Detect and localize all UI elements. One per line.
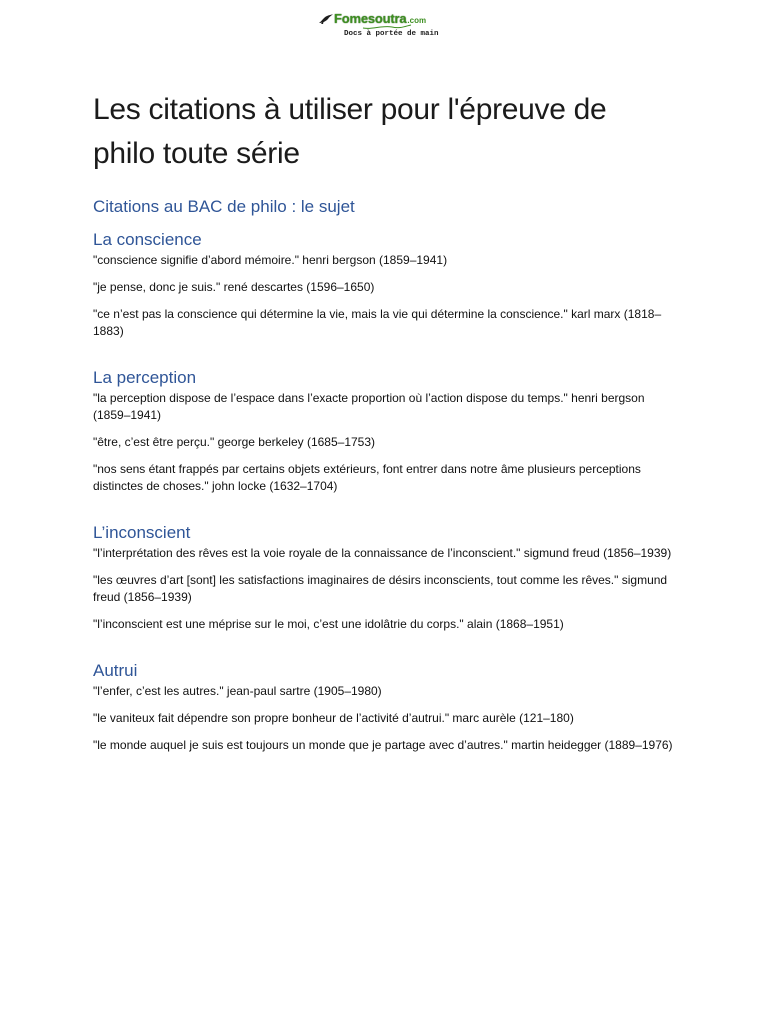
- logo-name: Fomesoutra: [334, 11, 407, 26]
- section-perception: [93, 366, 673, 495]
- quote-paragraph: "la perception dispose de l’espace dans l’exacte proportion où l’action dispose du temps." henri bergson (1859–1941): [93, 391, 645, 422]
- logo-tagline: Docs à portée de main: [344, 30, 439, 38]
- section-heading: Autrui: [93, 661, 138, 680]
- quote-paragraph: "le vaniteux fait dépendre son propre bonheur de l’activité d’autrui." marc aurèle (121–180): [93, 711, 574, 725]
- section-conscience: [93, 228, 673, 340]
- quote-paragraph: "ce n’est pas la conscience qui détermine la vie, mais la vie qui détermine la conscience." karl marx (1818–1883): [93, 307, 662, 338]
- quote-paragraph: "les œuvres d’art [sont] les satisfactions imaginaires de désirs inconscients, tout comme les rêves." sigmund freud (1856–1939): [93, 573, 668, 604]
- document-body: [93, 88, 673, 754]
- section-heading: La conscience: [93, 230, 202, 249]
- document-subtitle: Citations au BAC de philo : le sujet: [93, 197, 355, 216]
- bird-icon: [318, 13, 334, 25]
- site-logo[interactable]: [318, 10, 452, 40]
- quote-paragraph: "conscience signifie d’abord mémoire." henri bergson (1859–1941): [93, 253, 448, 267]
- quote-paragraph: "être, c’est être perçu." george berkeley (1685–1753): [93, 435, 376, 449]
- logo-domain: .com: [407, 15, 427, 25]
- section-heading: L’inconscient: [93, 523, 191, 542]
- section-heading: La perception: [93, 368, 197, 387]
- quote-paragraph: "l’enfer, c’est les autres." jean-paul sartre (1905–1980): [93, 684, 382, 698]
- quote-paragraph: "le monde auquel je suis est toujours un monde que je partage avec d’autres." martin heidegger (1889–1976): [93, 738, 673, 752]
- document-title: Les citations à utiliser pour l'épreuve de philo toute série: [93, 93, 607, 170]
- section-inconscient: [93, 521, 673, 633]
- section-autrui: [93, 659, 673, 754]
- quote-paragraph: "l’inconscient est une méprise sur le moi, c’est une idolâtrie du corps." alain (1868–1951): [93, 617, 564, 631]
- quote-paragraph: "l’interprétation des rêves est la voie royale de la connaissance de l’inconscient." sigmund freud (1856–1939): [93, 546, 672, 560]
- quote-paragraph: "nos sens étant frappés par certains objets extérieurs, font entrer dans notre âme plusieurs perceptions distinctes de choses." john locke (1632–1704): [93, 462, 641, 493]
- quote-paragraph: "je pense, donc je suis." rené descartes (1596–1650): [93, 280, 375, 294]
